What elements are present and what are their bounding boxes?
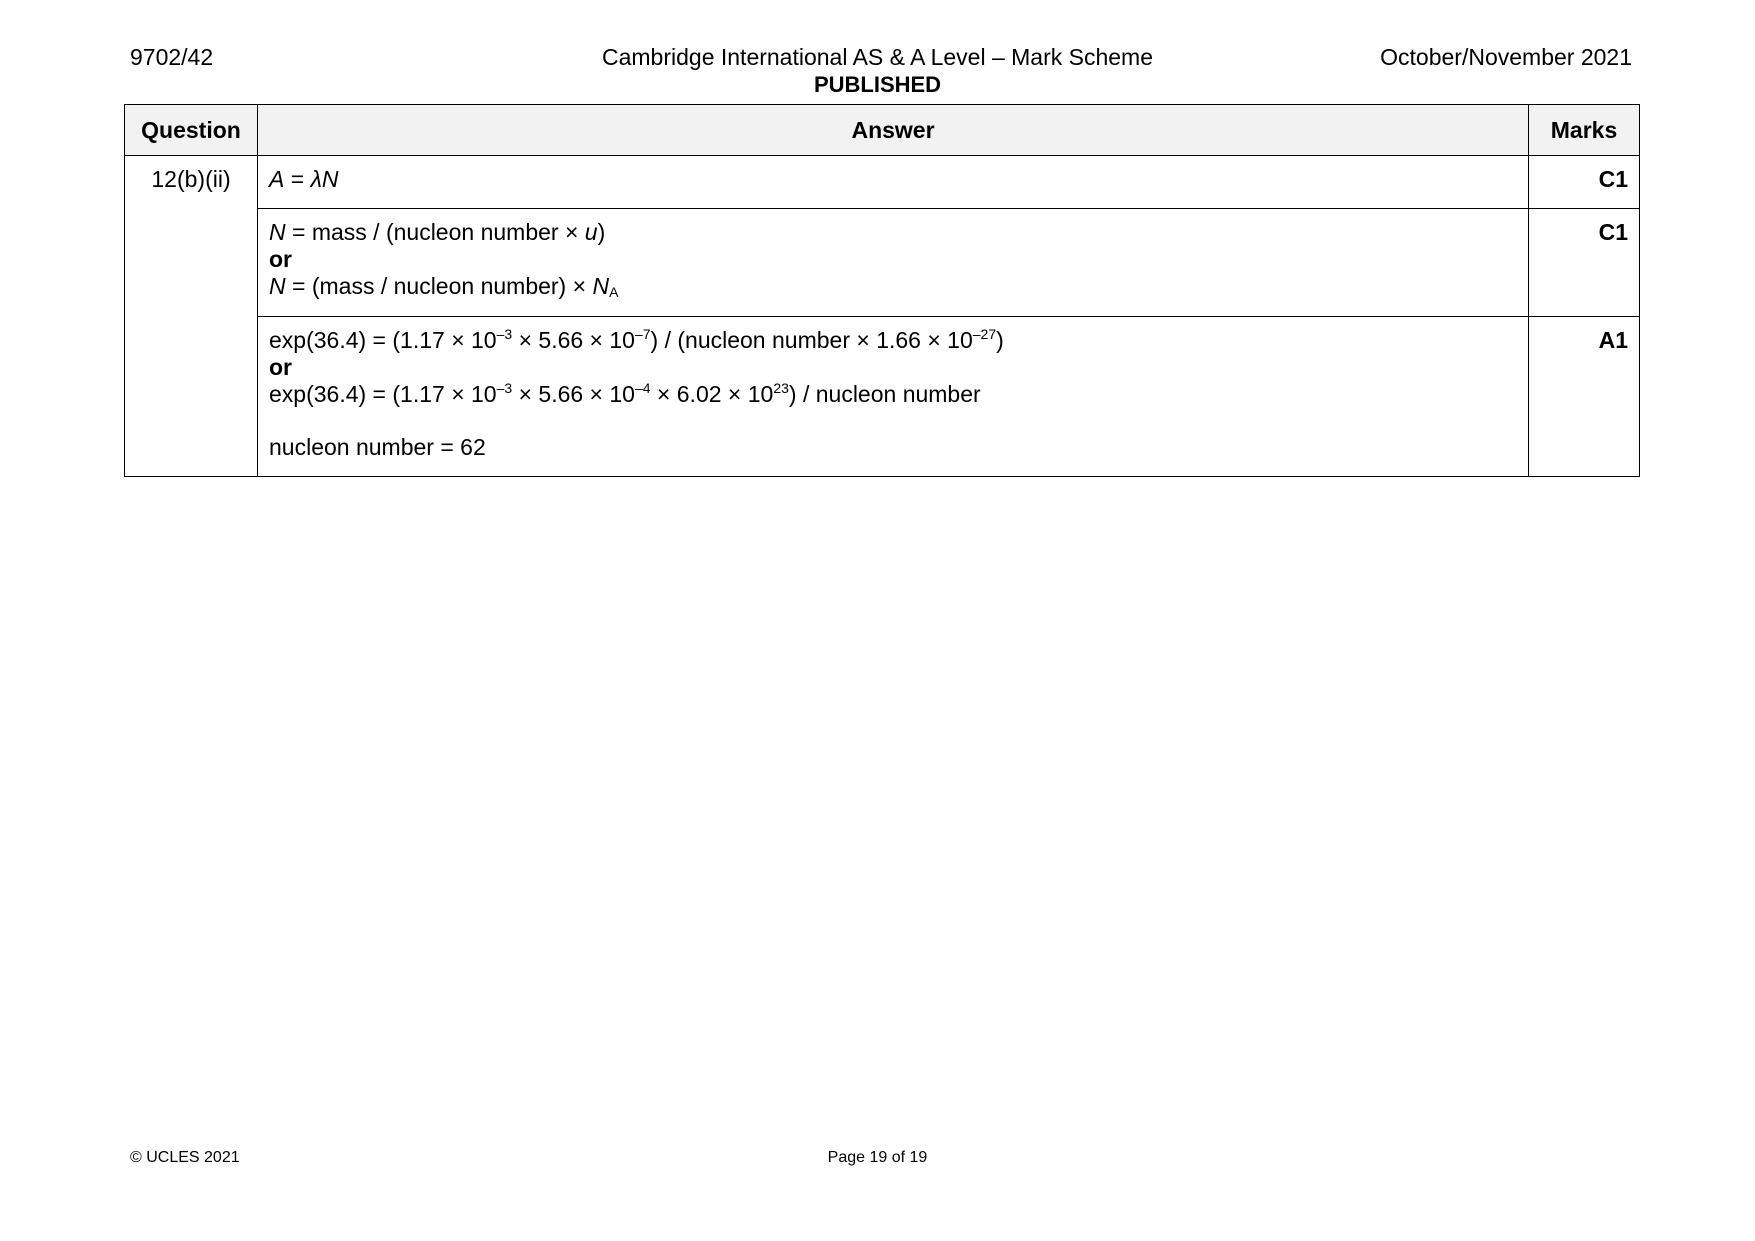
mark-cell: A1	[1529, 317, 1640, 477]
answer-text: exp(36.4) = (1.17 × 10	[269, 381, 497, 407]
table-row	[125, 156, 1640, 209]
symbol-n: N	[321, 166, 339, 192]
answer-cell	[258, 317, 1529, 477]
page-number: Page 19 of 19	[827, 1149, 928, 1166]
answer-text: exp(36.4) = (1.17 × 10	[269, 327, 497, 353]
exponent: –3	[496, 326, 513, 342]
symbol-n: N	[269, 273, 286, 299]
table-row	[125, 209, 1640, 317]
table-header-row	[125, 105, 1640, 156]
answer-line	[269, 381, 1517, 408]
answer-text: )	[597, 219, 606, 245]
question-number: 12(b)(ii)	[125, 156, 258, 477]
final-answer: nucleon number = 62	[269, 434, 486, 460]
exponent: –3	[496, 380, 513, 396]
published-label: PUBLISHED	[813, 72, 942, 97]
exponent: –7	[634, 326, 651, 342]
answer-text: = mass / (nucleon number ×	[285, 219, 585, 245]
answer-line	[269, 273, 1517, 300]
exponent: –4	[634, 380, 651, 396]
symbol-u: u	[584, 219, 598, 245]
equals-sign: =	[284, 166, 311, 192]
answer-text: ) / nucleon number	[788, 381, 981, 407]
answer-text: × 6.02 × 10	[650, 381, 774, 407]
table-row	[125, 317, 1640, 477]
marks-column-header: Marks	[1529, 105, 1640, 156]
mark-cell: C1	[1529, 209, 1640, 317]
or-separator: or	[269, 354, 292, 380]
answer-column-header: Answer	[258, 105, 1529, 156]
answer-line	[269, 327, 1517, 354]
answer-text: × 5.66 × 10	[512, 327, 635, 353]
or-separator: or	[269, 246, 292, 272]
question-column-header: Question	[125, 105, 258, 156]
exam-session: October/November 2021	[1380, 44, 1632, 70]
symbol-a: A	[269, 166, 285, 192]
answer-text: × 5.66 × 10	[512, 381, 635, 407]
answer-text: = (mass / nucleon number) ×	[285, 273, 593, 299]
answer-text: )	[996, 327, 1004, 353]
mark-scheme-table	[124, 104, 1640, 477]
paper-code: 9702/42	[130, 44, 214, 70]
copyright-notice: © UCLES 2021	[130, 1149, 240, 1166]
symbol-lambda: λ	[310, 166, 322, 192]
answer-text: ) / (nucleon number × 1.66 × 10	[650, 327, 973, 353]
symbol-n: N	[269, 219, 286, 245]
answer-line	[269, 219, 1517, 246]
document-title: Cambridge International AS & A Level – Mark Scheme	[601, 44, 1154, 70]
answer-cell	[258, 156, 1529, 209]
answer-cell	[258, 209, 1529, 317]
spacer	[269, 408, 1517, 434]
symbol-n-avogadro: N	[592, 273, 610, 299]
subscript: A	[609, 284, 619, 300]
exponent: 23	[773, 380, 789, 396]
mark-cell: C1	[1529, 156, 1640, 209]
exponent: –27	[972, 326, 997, 342]
